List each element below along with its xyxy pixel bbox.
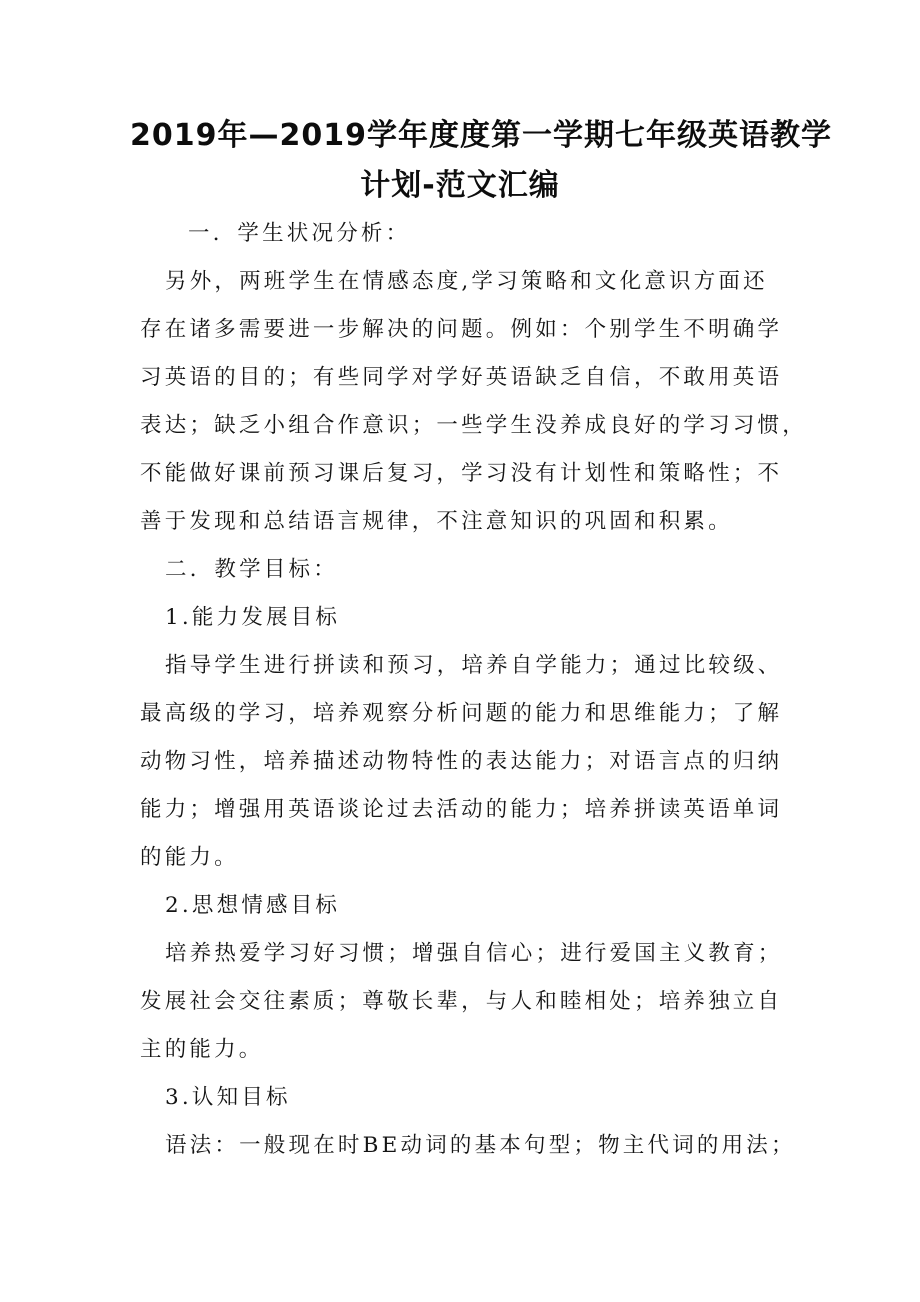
paragraph-line: 动物习性，培养描述动物特性的表达能力；对语言点的归纳 <box>140 749 783 774</box>
paragraph-line: 善于发现和总结语言规律，不注意知识的巩固和积累。 <box>140 509 733 534</box>
section-heading-teaching-goals: 二．教学目标： <box>165 557 338 582</box>
paragraph-line: 另外，两班学生在情感态度,学习策略和文化意识方面还 <box>165 269 768 294</box>
section-heading-student-analysis: 一．学生状况分析： <box>188 221 411 246</box>
paragraph-line: 最高级的学习，培养观察分析问题的能力和思维能力；了解 <box>140 701 783 726</box>
paragraph-line: 语法：一般现在时BE动词的基本句型；物主代词的用法； <box>165 1133 796 1158</box>
paragraph-line: 主的能力。 <box>140 1037 264 1062</box>
paragraph-line: 不能做好课前预习课后复习，学习没有计划性和策略性；不 <box>140 461 783 486</box>
subsection-heading-emotional-goals: 2.思想情感目标 <box>165 893 341 918</box>
paragraph-line: 能力；增强用英语谈论过去活动的能力；培养拼读英语单词 <box>140 797 783 822</box>
paragraph-line: 培养热爱学习好习惯；增强自信心；进行爱国主义教育； <box>165 941 783 966</box>
paragraph-line: 发展社会交往素质；尊敬长辈，与人和睦相处；培养独立自 <box>140 989 783 1014</box>
subsection-heading-cognitive-goals: 3.认知目标 <box>165 1085 291 1110</box>
paragraph-line: 的能力。 <box>140 845 239 870</box>
subsection-heading-ability-goals: 1.能力发展目标 <box>165 605 341 630</box>
paragraph-line: 存在诸多需要进一步解决的问题。例如：个别学生不明确学 <box>140 317 783 342</box>
paragraph-line: 指导学生进行拼读和预习，培养自学能力；通过比较级、 <box>165 653 783 678</box>
paragraph-line: 表达；缺乏小组合作意识；一些学生没养成良好的学习习惯， <box>140 413 807 438</box>
document-title-line-2: 计划-范文汇编 <box>360 168 560 203</box>
paragraph-line: 习英语的目的；有些同学对学好英语缺乏自信，不敢用英语 <box>140 365 783 390</box>
document-title-line-1: 2019年—2019学年度度第一学期七年级英语教学 <box>130 118 832 153</box>
